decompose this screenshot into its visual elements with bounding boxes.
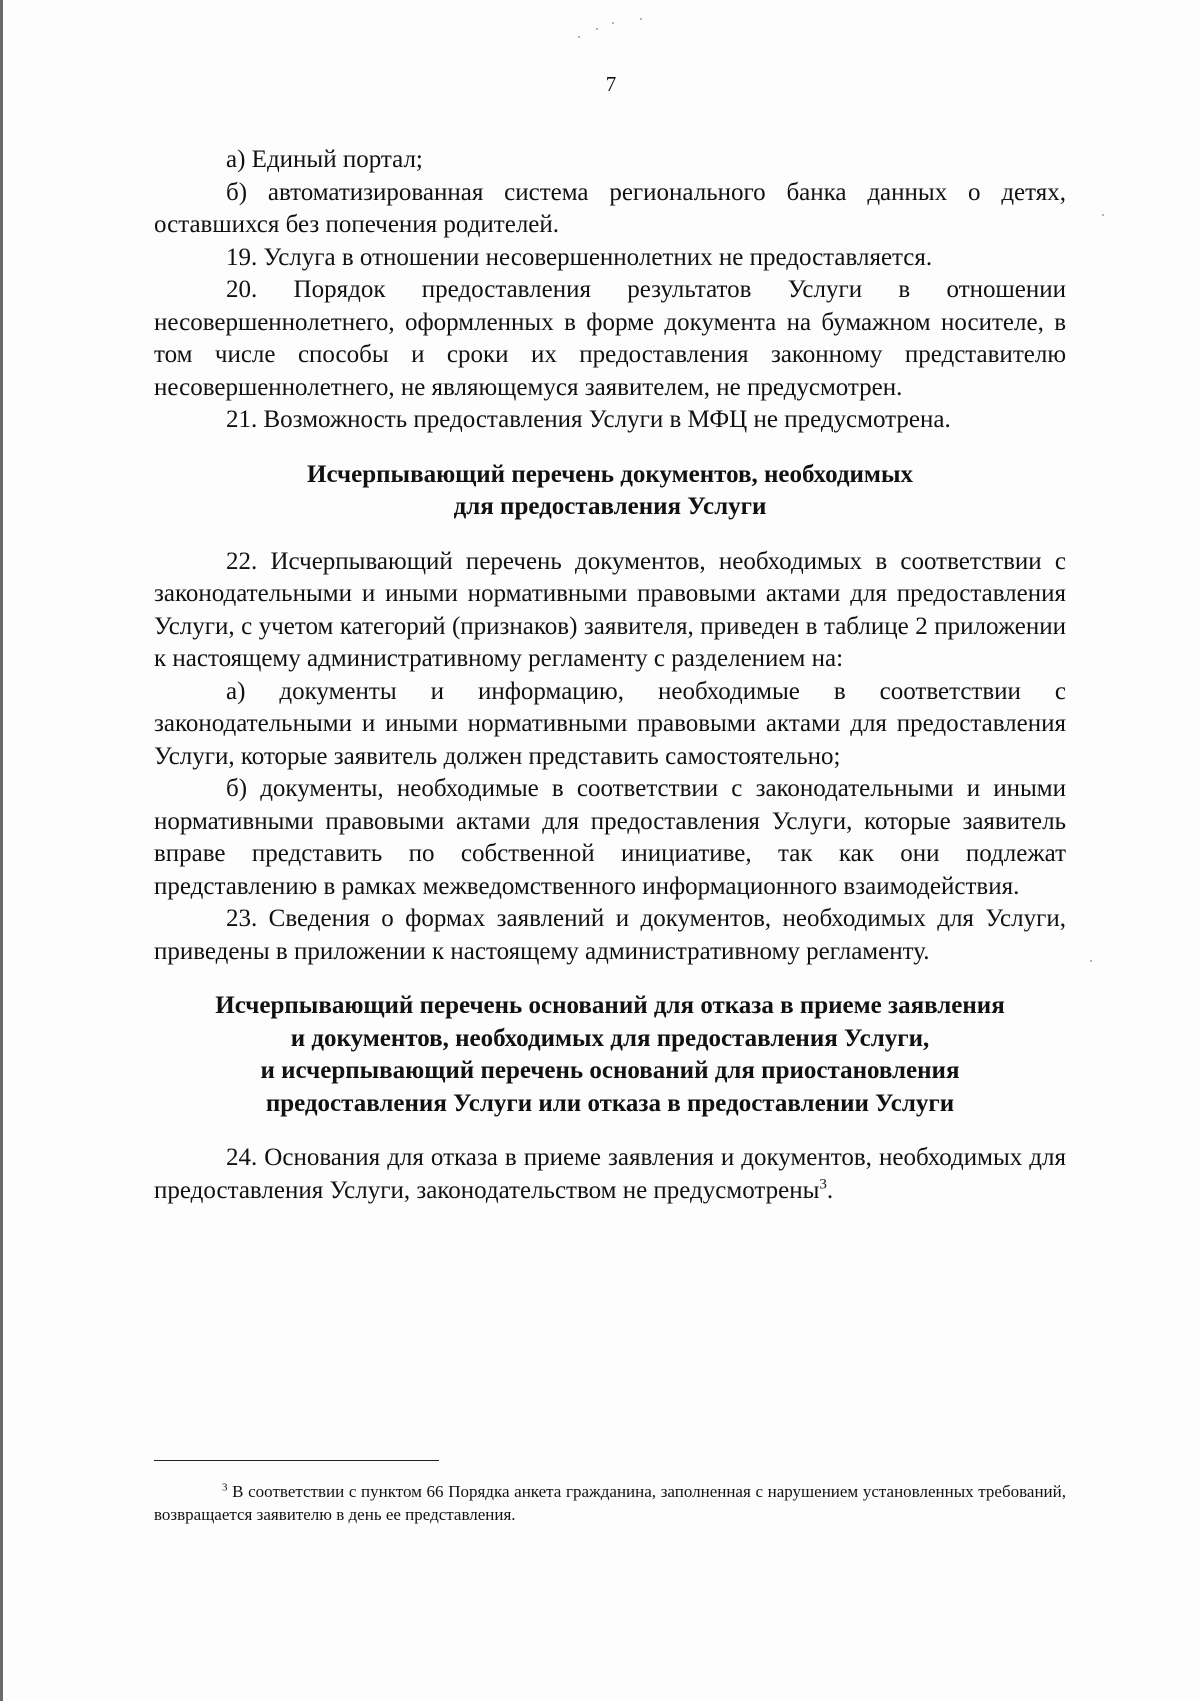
paragraph: 20. Порядок предоставления результатов Услуги в отношении несовершеннолетнего, оформленных в форме документа на бумажном носителе, в том числе способы и сроки их предоставления законному представителю несовершеннолетнего, не являющемуся заявителем, не предусмотрен. (154, 276, 1066, 401)
section-heading-refusal (154, 990, 1066, 1120)
footnote-mark: 3 (222, 1481, 228, 1494)
paragraph: б) автоматизированная система регионального банка данных о детях, оставшихся без попечения родителей. (154, 178, 1066, 238)
scan-speck (596, 28, 598, 30)
footnote-text: В соответствии с пунктом 66 Порядка анкета гражданина, заполненная с нарушением установленных требований, возвращается заявителю в день ее представления. (154, 1482, 1066, 1524)
heading-line: для предоставления Услуги (453, 493, 767, 520)
heading-line: Исчерпывающий перечень оснований для отказа в приеме заявления (215, 992, 1005, 1019)
paragraph: а) документы и информацию, необходимые в соответствии с законодательными и иными нормативными правовыми актами для предоставления Услуги, которые заявитель должен представить самостоятельно; (154, 677, 1066, 770)
paragraph: б) документы, необходимые в соответствии с законодательными и иными нормативными правовыми актами для предоставления Услуги, которые заявитель вправе представить по собственной инициативе, так как они подлежат представлению в рамках межведомственного информационного взаимодействия. (154, 775, 1066, 900)
page-number: 7 (605, 72, 617, 96)
heading-line: и документов, необходимых для предоставления Услуги, (290, 1024, 930, 1052)
heading-line: Исчерпывающий перечень документов, необходимых (307, 460, 913, 488)
scan-speck (1090, 960, 1092, 962)
paragraph-24-end: . (826, 1176, 834, 1204)
scan-edge (0, 0, 3, 1701)
heading-line: и исчерпывающий перечень оснований для приостановления (260, 1057, 960, 1084)
paragraph: 21. Возможность предоставления Услуги в МФЦ не предусмотрена. (226, 406, 951, 433)
section-heading-documents (154, 459, 1066, 524)
paragraph: 23. Сведения о формах заявлений и документов, необходимых для Услуги, приведены в приложении к настоящему административному регламенту. (154, 905, 1066, 965)
scan-speck (1102, 214, 1104, 216)
paragraph: 19. Услуга в отношении несовершеннолетних не предоставляется. (226, 243, 933, 271)
scan-speck (640, 18, 642, 20)
paragraph-24-text: 24. Основания для отказа в приеме заявления и документов, необходимых для предоставления Услуги, законодательством не предусмотрены (154, 1144, 1066, 1204)
scan-speck (612, 22, 614, 24)
paragraph: 22. Исчерпывающий перечень документов, необходимых в соответствии с законодательными и иными нормативными правовыми актами для предоставления Услуги, с учетом категорий (признаков) заявителя, приведен в таблице 2 приложении к настоящему административному регламенту с разделением на: (154, 547, 1066, 672)
heading-line: предоставления Услуги или отказа в предоставлении Услуги (265, 1089, 955, 1117)
paragraph: а) Единый портал; (226, 146, 423, 173)
footnote-separator (154, 1460, 439, 1461)
paragraph-24 (154, 1142, 1066, 1207)
footnote (154, 1480, 1066, 1526)
scan-speck (578, 36, 580, 38)
document-body (154, 144, 1066, 1207)
footnote-reference[interactable]: 3 (819, 1176, 827, 1193)
